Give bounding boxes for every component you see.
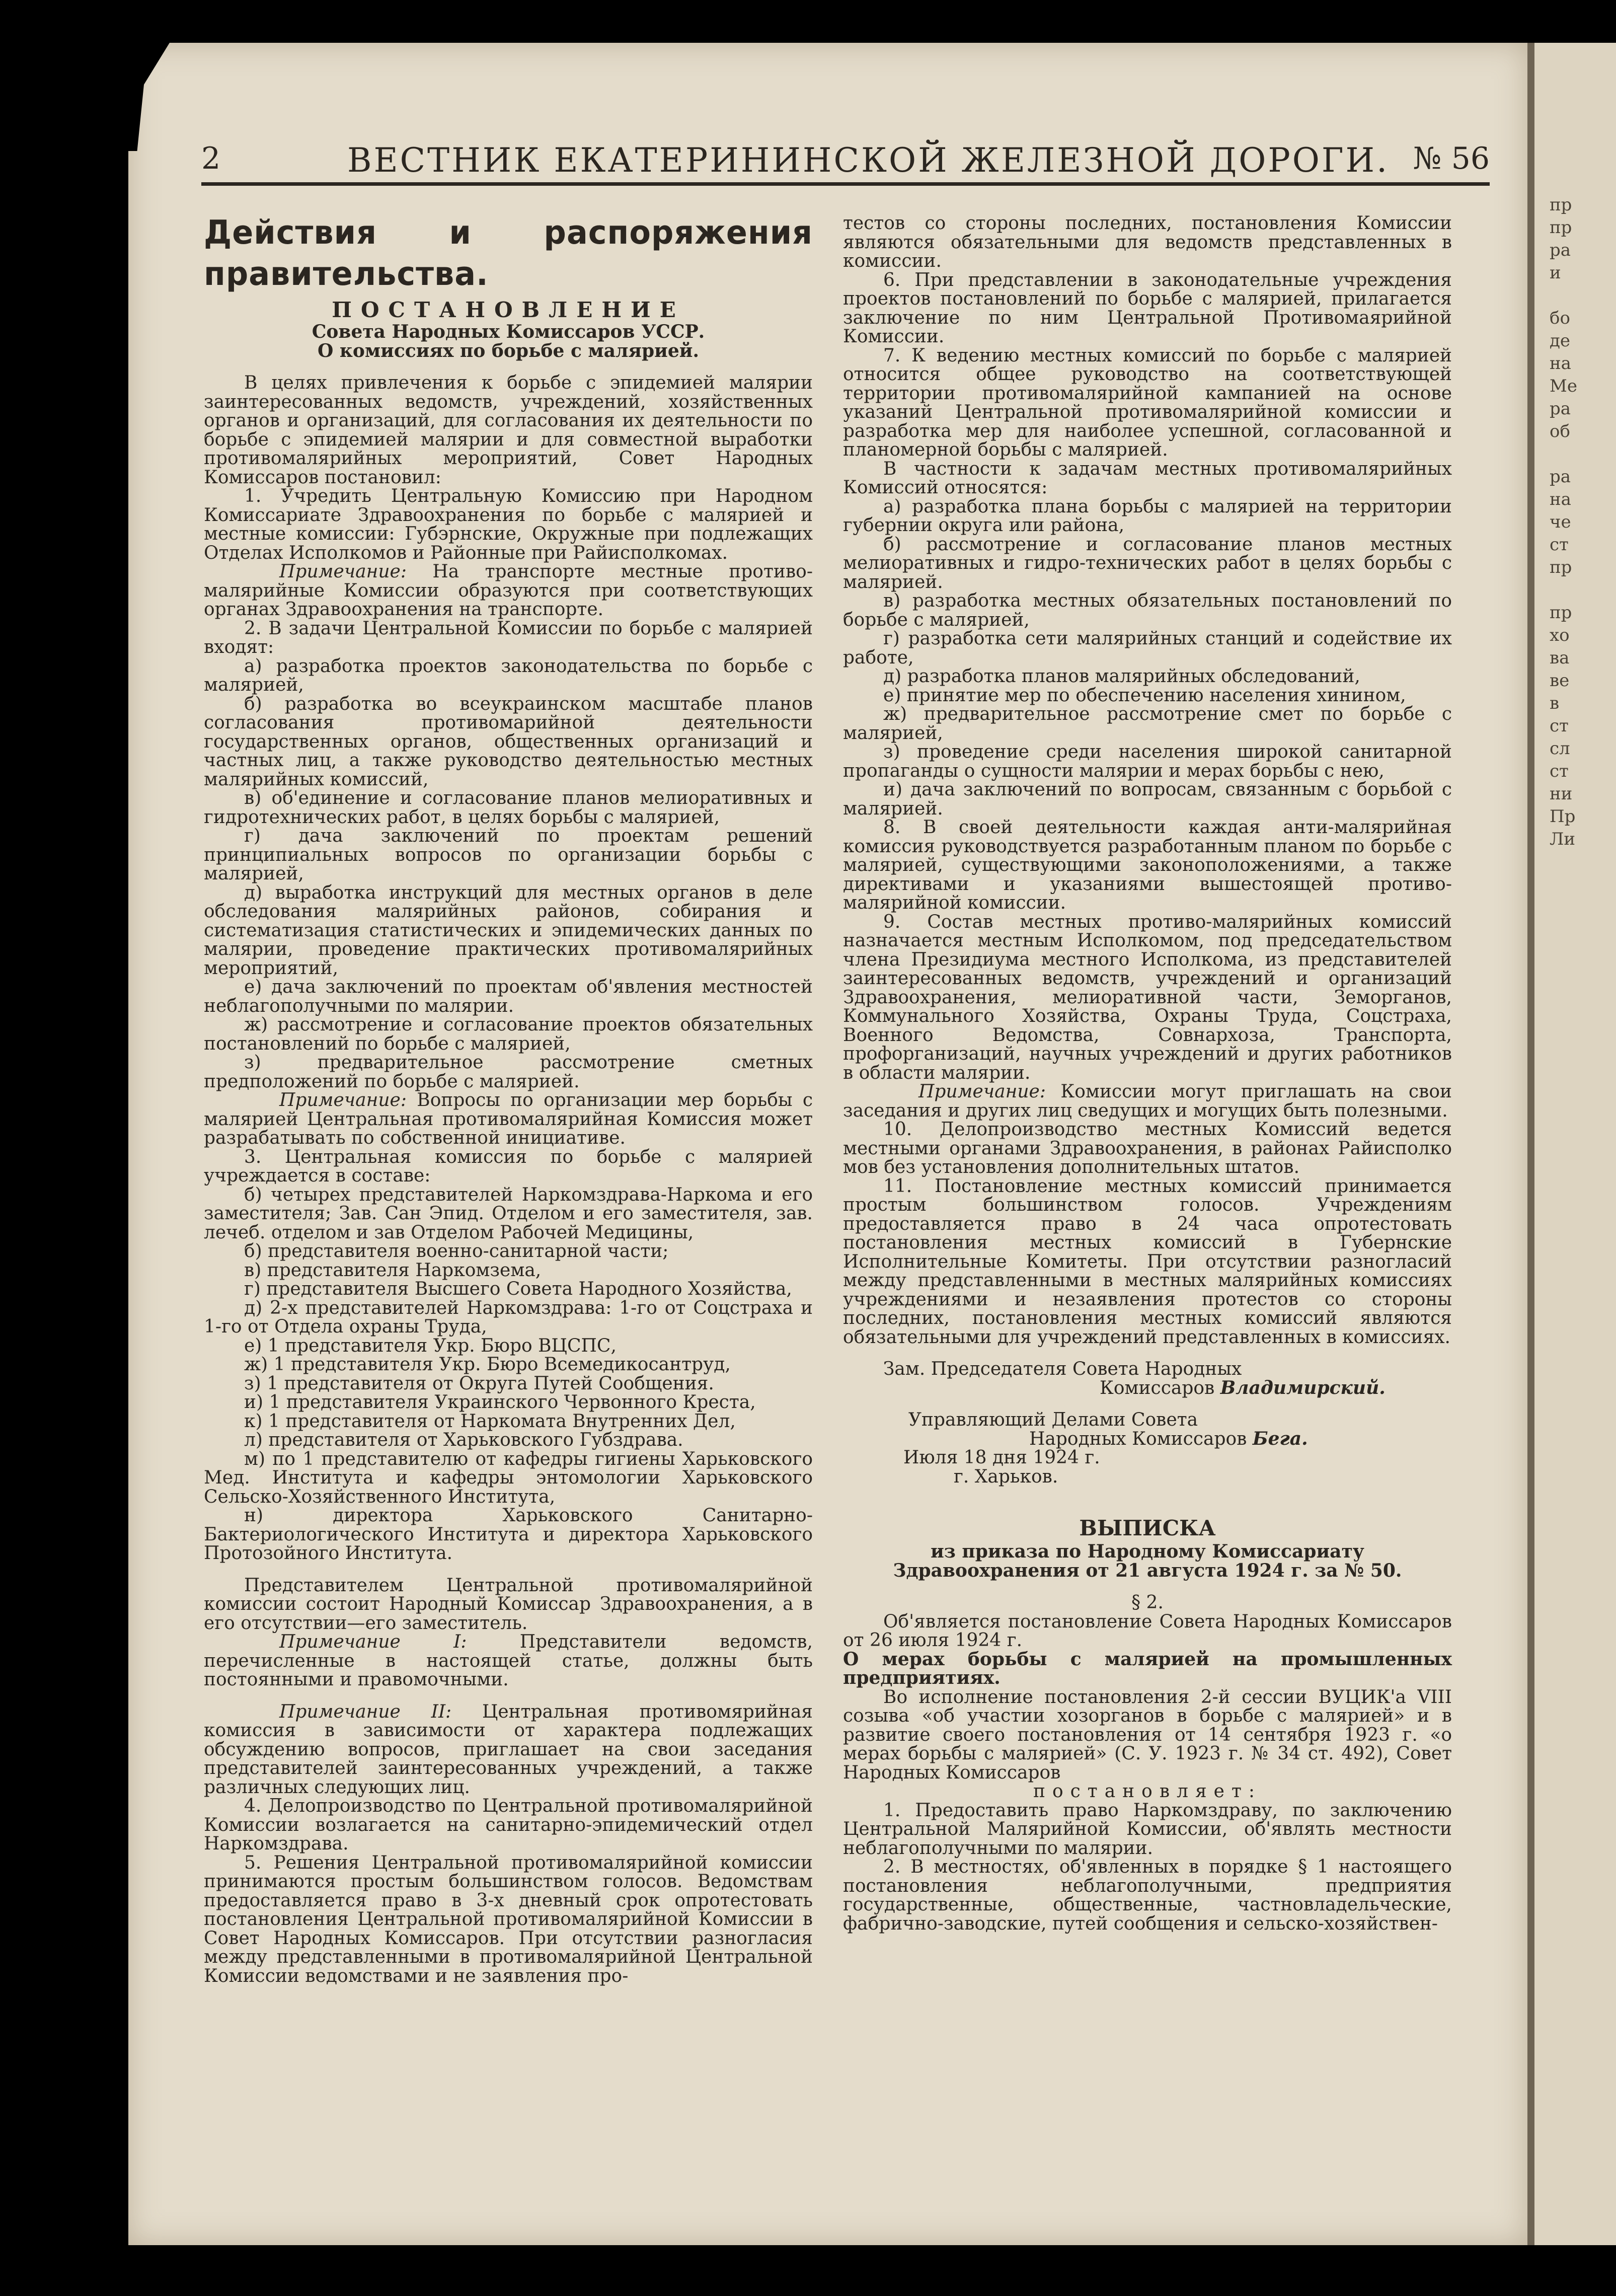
spacer (204, 360, 813, 374)
list-item: л) представителя от Харьковского Губздрава. (244, 1430, 683, 1450)
paragraph: 2. В задачи Центральной Комиссии по борьбе с малярией входят: (204, 618, 813, 657)
paragraph: тестов со стороны последних, постановления Комиссии являются обязательными для ведомств представленных в комиссии. (843, 213, 1452, 271)
signature-title: Зам. Председателя Совета Народных (883, 1359, 1242, 1379)
paragraph: 1. Учредить Центральную Комиссию при Народном Комиссариате Здравоохранения по борьбе с малярией и местные комиссии: Губэрнские, Окружные при подлежащих Отделах Исполкомов и Районные при Райисполкомах. (204, 486, 813, 563)
list-item: ж) предварительное рассмотрение смет по борьбе с малярией, (843, 704, 1452, 744)
paragraph: 2. В местностях, об'явленных в порядке § 1 настоящего постановления неблагополучными, предприятия государственные, общественные, частновладельческие, фабрично-заводские, путей сообщения и сельско-хозяйствен- (843, 1857, 1452, 1934)
list-item: и) дача заключений по вопросам, связанным с борьбой с малярией. (843, 779, 1452, 819)
list-item: д) 2-х представителей Наркомздрава: 1-го от Соцстраха и 1-го от Отдела охраны Труда, (204, 1297, 813, 1337)
paragraph: Представителем Центральной противомалярийной комиссии состоит Народный Комиссар Здравоохранения, а в его отсутствии—его заместитель. (204, 1575, 813, 1634)
document-type: ПОСТАНОВЛЕНИЕ (332, 298, 685, 322)
document-issuer: Совета Народных Комиссаров УССР. (312, 321, 705, 342)
adjacent-page-fragment: че (1550, 512, 1571, 532)
adjacent-page-fragment: ра (1550, 467, 1571, 487)
masthead (201, 141, 1490, 186)
adjacent-page-fragment: пр (1550, 557, 1572, 577)
adjacent-page-fragment: Ме (1550, 376, 1577, 396)
paragraph: 9. Состав местных противо-малярийных комиссий назначается местным Исполкомом, под председательством члена Президиума местного Исполкома, из представителей заинтересованных ведомств, учреждений и организаций Здравоохранения, мелиоративной части, Земорганов, Коммунального Хозяйства, Охраны Труда, Соцстраха, Военного Ведомства, Совнархоза, Транспорта, профорганизаций, научных учреждений и других работников в области малярии. (843, 911, 1452, 1083)
list-item: ж) 1 представителя Укр. Бюро Всемедикосантруд, (244, 1354, 731, 1375)
document-date: Июля 18 дня 1924 г. (903, 1447, 1100, 1468)
note-text: На транспорте местные противо-малярийные Комиссии образуются при соответствующих органах Здравоохранения на транспорте. (204, 561, 813, 620)
paragraph: 7. К ведению местных комиссий по борьбе с малярией относится общее руководство на соответствующей территории противомалярийной кампанией на основе указаний Центральной противомалярийной комиссии и разработка мер для наиболее успешной, согласованной и планомерной борьбы с малярией. (843, 345, 1452, 460)
list-item: з) 1 представителя от Округа Путей Сообщения. (244, 1373, 714, 1394)
adjacent-page-fragment: пр (1550, 603, 1572, 623)
paragraph: В частности к задачам местных противомалярийных Комиссий относятся: (843, 458, 1452, 498)
adjacent-page-fragment: в (1550, 693, 1560, 713)
adjacent-page-fragment: Пр (1550, 806, 1576, 827)
adjacent-page-fragment: сл (1550, 738, 1570, 759)
list-item: е) принятие мер по обеспечению населения хинином, (883, 685, 1406, 706)
right-column (843, 214, 1452, 1933)
note-text: Вопросы по организации мер борьбы с малярией Центральная противомалярийная Комиссия может разрабатывать по собственной инициативе. (204, 1090, 813, 1148)
note-text: Комиссии могут приглашать на свои заседания и других лиц сведущих и могущих быть полезными. (843, 1081, 1452, 1121)
list-item: в) разработка местных обязательных постановлений по борьбе с малярией, (843, 590, 1452, 630)
adjacent-page-fragment: хо (1550, 625, 1570, 645)
paragraph: 6. При представлении в законодательные учреждения проектов постановлений по борьбе с малярией, прилагается заключение по ним Центральной Противомаярийной Комиссии. (843, 269, 1452, 347)
list-item: д) выработка инструкций для местных органов в деле обследования малярийных районов, собирания и систематизация статистических и эпидемических данных по малярии, проведение практических противомалярийных мероприятий, (204, 882, 813, 979)
note-label: Примечание: (279, 561, 407, 582)
adjacent-page-fragment (1550, 579, 1610, 602)
adjacent-page-fragment (1550, 443, 1610, 466)
spacer (204, 1563, 813, 1576)
adjacent-page-fragment: и (1550, 263, 1561, 283)
note (843, 1082, 1452, 1120)
spacer (204, 1689, 813, 1702)
list-item: ж) рассмотрение и согласование проектов обязательных постановлений по борьбе с малярией, (204, 1014, 813, 1054)
adjacent-page-fragment: бо (1550, 308, 1570, 328)
document-subject: О комиссиях по борьбе с малярией. (317, 340, 700, 361)
note-label: Примечание: (279, 1090, 407, 1110)
adjacent-page-fragment: де (1550, 331, 1571, 351)
list-item: з) проведение среди населения широкой санитарной пропаганды о сущности малярии и мерах борьбы с нею, (843, 742, 1452, 781)
note (204, 1091, 813, 1148)
header-rule (201, 182, 1490, 186)
paragraph: 1. Предоставить право Наркомздраву, по заключению Центральной Малярийной Комиссии, об'являть местности неблагополучными по малярии. (843, 1800, 1452, 1859)
list-item: в) об'единение и согласование планов мелиоративных и гидротехнических работ, в целях борьбы с малярией, (204, 788, 813, 828)
paragraph: 10. Делопроизводство местных Комиссий ведется местными органами Здравоохранения, в районах Райисполко мов без установления дополнительных штатов. (843, 1119, 1452, 1177)
paragraph: 11. Постановление местных комиссий принимается простым большинством голосов. Учреждениям предоставляется право в 24 часа опротестовать постановления местных комиссий в Губернские Исполнительные Комитеты. При отсутствии разногласий между представленными в местных малярийных комиссиях учреждениями и незаявления протестов со стороны последних, постановления местных комиссий являются обязательными для учреждений представленных в комиссиях. (843, 1175, 1452, 1348)
spacer (843, 1397, 1452, 1411)
signature-line (843, 1379, 1452, 1398)
list-item: б) разработка во всеукраинском масштабе планов согласования противомарийной деятельности государственных органов, общественных организаций и частных лиц, а также руководство деятельностью местных малярийных комиссий, (204, 693, 813, 790)
list-item: в) представителя Наркомзема, (244, 1260, 542, 1281)
adjacent-page-fragment: Ли (1550, 829, 1576, 849)
signatory-name: Владимирский. (1220, 1377, 1386, 1398)
list-item: а) разработка плана борьбы с малярией на территории губернии округа или района, (843, 496, 1452, 536)
page-fold-edge (1527, 43, 1534, 2245)
list-item: б) четырех представителей Наркомздрава-Наркома и его заместителя; Зав. Сан Эпид. Отделом и его заместителя, зав. лечеб. отделом и зав Отделом Рабочей Медицины, (204, 1184, 813, 1243)
signature-title: Управляющий Делами Совета (908, 1410, 1198, 1430)
adjacent-page-fragment: ра (1550, 240, 1571, 260)
paragraph: Во исполнение постановления 2-й сессии ВУЦИК'а VIII созыва «об участии хозорганов в борьбе с малярией» и в развитие своего постановления от 14 сентября 1923 г. «о мерах борьбы с малярией» (С. У. 1923 г. № 34 ст. 492), Совет Народных Комиссаров (843, 1686, 1452, 1783)
list-item: м) по 1 представителю от кафедры гигиены Харьковского Мед. Института и кафедры энтомологии Харьковского Сельско-Хозяйственного Института, (204, 1448, 813, 1507)
list-item: г) представителя Высшего Совета Народного Хозяйства, (244, 1279, 792, 1299)
adjacent-page-fragment: ве (1550, 671, 1570, 691)
list-item: и) 1 представителя Украинского Червонного Креста, (244, 1392, 756, 1413)
document-place: г. Харьков. (954, 1466, 1058, 1487)
list-item: б) представителя военно-санитарной части; (244, 1241, 669, 1262)
paragraph: Об'является постановление Совета Народных Комиссаров от 26 июля 1924 г. (843, 1611, 1452, 1651)
note-label: Примечание: (918, 1081, 1046, 1102)
adjacent-page-fragment: ст (1550, 535, 1569, 555)
signature-line (843, 1430, 1452, 1449)
list-item: е) 1 представителя Укр. Бюро ВЦСПС, (244, 1335, 617, 1356)
note (204, 1633, 813, 1689)
adjacent-page-fragment: пр (1550, 195, 1572, 215)
list-item: е) дача заключений по проектам об'явления местностей неблагополучными по малярии. (204, 977, 813, 1016)
paragraph: 4. Делопроизводство по Центральной противомалярийной Комиссии возлагается на санитарно-эпидемический отдел Наркомздрава. (204, 1796, 813, 1854)
list-item: г) разработка сети малярийных станций и содействие их работе, (843, 628, 1452, 668)
adjacent-page-strip (1527, 43, 1616, 2245)
signatory-name: Бега. (1252, 1428, 1308, 1449)
paragraph: В целях привлечения к борьбе с эпидемией малярии заинтересованных ведомств, учреждений, хозяйственных органов и организаций, для согласования их деятельности по борьбе с эпидемией малярии и для совместной выработки противомалярийных мероприятий, Совет Народных Комиссаров постановил: (204, 373, 813, 488)
adjacent-page-fragment: ст (1550, 716, 1569, 736)
extract-title: ВЫПИСКА (1079, 1516, 1216, 1540)
left-column (204, 214, 813, 1985)
issue-number: № 56 (1413, 141, 1490, 176)
adjacent-page-fragment: пр (1550, 217, 1572, 238)
note-label: Примечание II: (279, 1701, 452, 1722)
extract-subtitle: из приказа по Народному Комиссариату Здравоохранения от 21 августа 1924 г. за № 50. (893, 1541, 1402, 1581)
list-item: к) 1 представителя от Наркомата Внутренних Дел, (244, 1411, 736, 1432)
list-item: з) предварительное рассмотрение сметных предположений по борьбе с малярией. (204, 1052, 813, 1092)
list-item: г) дача заключений по проектам решений принципиальных вопросов по организации борьбы с малярией, (204, 826, 813, 884)
signature-role: Комиссаров (1100, 1377, 1220, 1398)
note (204, 562, 813, 619)
spacer (843, 1580, 1452, 1593)
adjacent-page-fragment: ва (1550, 648, 1570, 668)
adjacent-page-fragment: об (1550, 421, 1570, 441)
note-label: Примечание I: (279, 1632, 467, 1652)
note-text: Центральная противомярийная комиссия в зависимости от характера подлежащих обсуждению вопросов, приглашает на свои заседания представителей заинтересованных учреждений, а также различных следующих лиц. (204, 1701, 813, 1798)
decree-heading: О мерах борьбы с малярией на промышленных предприятиях. (843, 1648, 1452, 1688)
adjacent-page-fragment: ни (1550, 784, 1573, 804)
paragraph: 3. Центральная комиссия по борьбе с малярией учреждается в составе: (204, 1146, 813, 1186)
note-text: Представители ведомств, перечисленные в настоящей статье, должны быть постоянными и правомочными. (204, 1632, 813, 1690)
page-number: 2 (201, 141, 221, 176)
adjacent-page-fragment (1550, 284, 1610, 307)
adjacent-page-fragment: на (1550, 489, 1571, 509)
paragraph-mark: § 2. (1131, 1592, 1164, 1613)
adjacent-page-fragment: на (1550, 353, 1571, 374)
spacer (843, 1347, 1452, 1360)
spacer (843, 1486, 1452, 1514)
adjacent-page-fragment: ра (1550, 399, 1571, 419)
paragraph: 8. В своей деятельности каждая анти-малярийная комиссия руководствуется разработанным планом по борьбе с малярией, существующими законоположениями, а также директивами и указаниями вышестоящей противо-малярийной комиссии. (843, 817, 1452, 913)
list-item: д) разработка планов малярийных обследований, (883, 666, 1360, 687)
adjacent-page-text (1550, 194, 1610, 851)
list-item: н) директора Харьковского Санитарно-Бактериологического Института и директора Харьковского Протозойного Института. (204, 1505, 813, 1564)
list-item: а) разработка проектов законодательства по борьбе с малярией, (204, 655, 813, 695)
newspaper-title: ВЕСТНИК ЕКАТЕРИНИНСКОЙ ЖЕЛЕЗНОЙ ДОРОГИ. (347, 141, 1390, 180)
list-item: б) рассмотрение и согласование планов местных мелиоративных и гидро-технических работ в целях борьбы с малярией. (843, 534, 1452, 592)
section-title: Действия и распоряжения правительства. (204, 213, 813, 293)
note (204, 1702, 813, 1797)
paragraph: 5. Решения Центральной противомалярийной комиссии принимаются простым большинством голосов. Ведомствам предоставляется право в 3-х дневный срок опротестовать постановления Центральной противомалярийной Комиссии в Совет Народных Комиссаров. При отсутствии разногласия между представленными в противомалярийной Центральной Комиссии ведомствами и не заявления про- (204, 1852, 813, 1986)
decrees-word: постановляет: (1033, 1781, 1262, 1802)
adjacent-page-fragment: ст (1550, 761, 1569, 781)
signature-role: Народных Комиссаров (1029, 1428, 1253, 1449)
